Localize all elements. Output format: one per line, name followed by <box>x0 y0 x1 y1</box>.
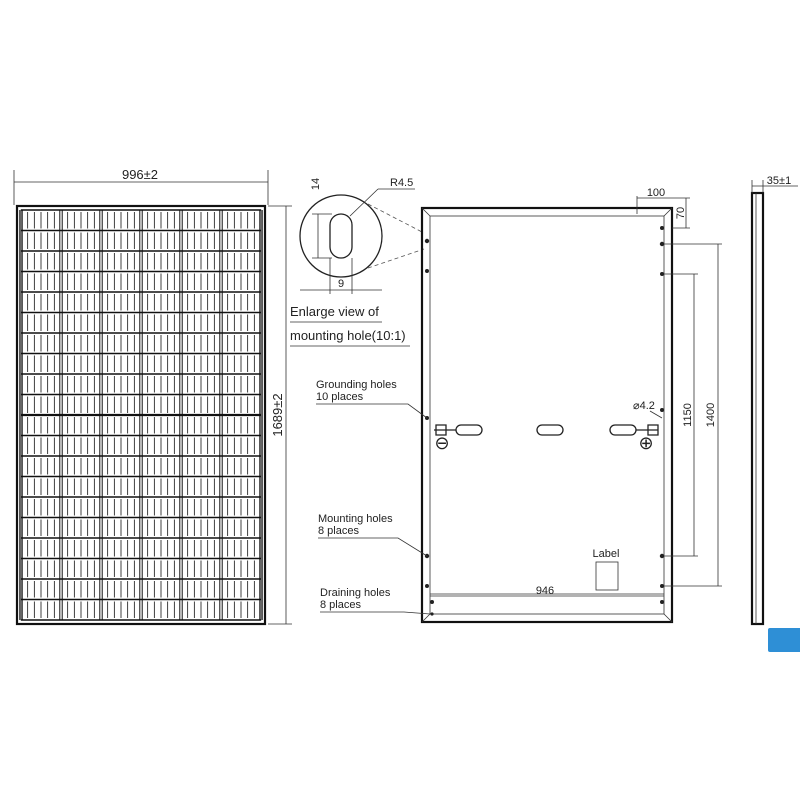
dim-1400: 1400 <box>705 402 717 428</box>
back-frame-inner <box>430 216 664 614</box>
label-text: Label <box>592 548 620 560</box>
slot-shape <box>330 214 352 258</box>
front-width-dim: 996±2 <box>121 167 159 182</box>
cell-grid <box>20 210 262 620</box>
enlarge-caption-line1: Enlarge view of <box>290 304 379 319</box>
draining-hole <box>430 600 434 604</box>
grounding-leader <box>316 404 427 418</box>
back-frame-outer <box>422 208 672 622</box>
junction-box-center <box>537 425 563 435</box>
mounting-callout-line2: 8 places <box>318 525 359 537</box>
edge-holes <box>425 226 664 616</box>
draining-hole <box>660 600 664 604</box>
plus-polarity-icon: ⊕ <box>638 433 654 453</box>
back-view <box>316 187 722 622</box>
slot-width-dim: 9 <box>337 278 345 290</box>
mounting-hole <box>660 242 664 246</box>
side-profile <box>752 193 763 624</box>
mounting-leader <box>318 538 427 556</box>
corner-line <box>422 614 430 622</box>
draining-callout-line2: 8 places <box>320 599 361 611</box>
projection-line-bottom <box>368 249 424 268</box>
grounding-hole <box>425 269 429 273</box>
corner-line <box>422 208 430 216</box>
dim-1150: 1150 <box>682 403 694 427</box>
enlarge-caption-line2: mounting hole(10:1) <box>290 328 406 343</box>
label-box <box>596 562 618 590</box>
grounding-hole <box>660 408 664 412</box>
minus-polarity-icon: ⊖ <box>434 433 450 453</box>
dim-946: 946 <box>535 585 555 597</box>
side-view <box>752 175 798 624</box>
hole-diameter-leader <box>650 411 662 418</box>
enlarge-view <box>290 177 424 346</box>
dim-70: 70 <box>675 206 687 220</box>
corner-line <box>664 614 672 622</box>
front-view <box>14 167 292 624</box>
corner-badge[interactable] <box>768 628 800 652</box>
grounding-hole <box>660 272 664 276</box>
dim-100: 100 <box>646 187 666 199</box>
grounding-callout-line1: Grounding holes <box>316 379 397 391</box>
draining-callout-line1: Draining holes <box>320 587 391 599</box>
enlarge-circle <box>300 195 382 277</box>
draining-hole <box>425 584 429 588</box>
side-thickness-dim: 35±1 <box>766 175 792 187</box>
corner-line <box>664 208 672 216</box>
junction-box-right <box>610 425 636 435</box>
slot-height-dim: 14 <box>310 177 322 191</box>
grounding-callout-line2: 10 places <box>316 391 364 403</box>
projection-line-top <box>368 204 424 233</box>
mounting-hole <box>660 554 664 558</box>
grounding-hole <box>660 226 664 230</box>
hole-diameter-dim: ⌀4.2 <box>633 400 655 412</box>
mounting-hole <box>425 239 429 243</box>
draining-hole <box>430 612 433 615</box>
draining-hole <box>660 584 664 588</box>
draining-leader <box>320 612 430 614</box>
mounting-callout-line1: Mounting holes <box>318 513 393 525</box>
radius-dim: R4.5 <box>390 177 414 189</box>
front-height-dim: 1689±2 <box>270 393 285 437</box>
junction-box-left <box>456 425 482 435</box>
